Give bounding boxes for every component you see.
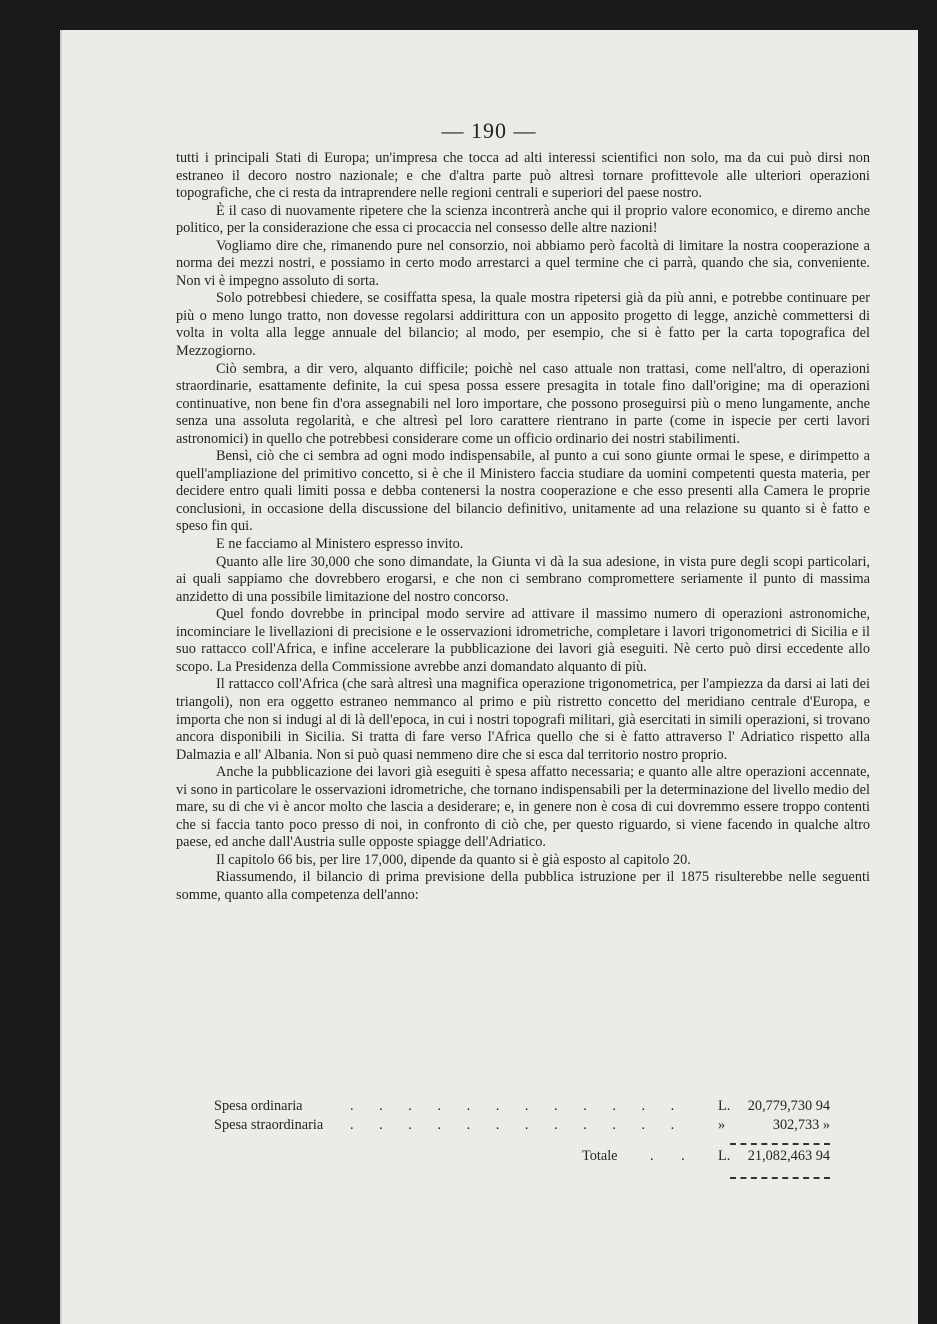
- paragraph: Riassumendo, il bilancio di prima previsione della pubblica istruzione per il 1875 risulterebbe nelle seguenti somme, quanto alla competenza dell'anno:: [176, 869, 870, 903]
- body-text: [176, 150, 870, 905]
- document-page: [60, 30, 918, 1324]
- paragraph: Anche la pubblicazione dei lavori già eseguiti è spesa affatto necessaria; e quanto alle altre operazioni accennate, vi sono in particolare le osservazioni idrometriche, che tornano indispensabili per la determinazione del livello medio del mare, su di che vi è ancor molto che lascia a desiderare; e, in genere non è cosa di cui dovremmo essere troppo contenti che si faccia tanto poco presso di noi, in confronto di ciò che, per questo riguardo, si viene facendo in qualche altro paese, ed anche dall'Austria sulle opposte spiagge dell'Adriatico.: [176, 764, 870, 851]
- total-label: Totale: [582, 1148, 618, 1164]
- summary-label: Spesa ordinaria: [214, 1098, 303, 1114]
- paragraph: Vogliamo dire che, rimanendo pure nel consorzio, noi abbiamo però facoltà di limitare la nostra cooperazione a norma dei mezzi nostri, e possiamo in certo modo arrestarci a quel termine che ci parrà, quando che sia, conveniente. Non vi è impegno assoluto di sorta.: [176, 237, 870, 289]
- page-number: — 190 —: [441, 118, 537, 143]
- leader-dots: . . . . . . . . . . . .: [350, 1098, 686, 1114]
- paragraph: E ne facciamo al Ministero espresso invito.: [216, 536, 464, 553]
- summary-amount: 20,779,730 94: [747, 1098, 830, 1114]
- paragraph: Bensì, ciò che ci sembra ad ogni modo indispensabile, al punto a cui sono giunte ormai le spese, e dirimpetto a quell'ampliazione del primitivo concetto, si è che il Ministero faccia studiare da uomini competenti questa materia, per decidere entro quali limiti possa e debba contenersi la nostra cooperazione e che esso presenti alla Camera le proprie conclusioni, in occasione della discussione del bilancio definitivo, unitamente ad una relazione su quanto si è fatto e speso fin qui.: [176, 448, 870, 535]
- total-amount: 21,082,463 94: [747, 1148, 830, 1164]
- currency-mark: »: [718, 1117, 726, 1133]
- paragraph: Quanto alle lire 30,000 che sono dimandate, la Giunta vi dà la sua adesione, in vista pure degli scopi particolari, ai quali sappiamo che dovrebbero erogarsi, e che non ci sembrano compromettere seriamente il punto di massima anzidetto di una possibile limitazione del nostro concorso.: [176, 553, 870, 605]
- total-rule: [730, 1177, 830, 1179]
- paragraph: Il capitolo 66 bis, per lire 17,000, dipende da quanto si è già esposto al capitolo 20.: [216, 851, 691, 868]
- paragraph: Quel fondo dovrebbe in principal modo servire ad attivare il massimo numero di operazioni astronomiche, incominciare le livellazioni di precisione e le osservazioni idrometriche, completare i lavori trigonometrici di Sicilia e il suo rattacco coll'Africa, e infine accelerare la pubblicazione dei lavori già eseguiti. Nè certo può dirsi eccedente allo scopo. La Presidenza della Commissione avrebbe anzi domandato alquanto di più.: [176, 606, 870, 675]
- sum-rule: [730, 1143, 830, 1145]
- paragraph: Solo potrebbesi chiedere, se cosiffatta spesa, la quale mostra ripetersi già da più anni, e potrebbe continuare per più o meno lungo tratto, non dovesse regolarsi addirittura con un apposito progetto di legge, anzichè commettersi di volta in volta alla legge annuale del bilancio; al modo, per esempio, che si è fatto per la carta topografica del Mezzogiorno.: [176, 290, 870, 360]
- currency-mark: L.: [718, 1098, 731, 1114]
- leader-dots: . . . . . . . . . . . .: [350, 1117, 686, 1133]
- summary-row: [176, 1116, 870, 1135]
- paragraph: È il caso di nuovamente ripetere che la scienza incontrerà anche qui il proprio valore economico, e diremo anche politico, per la considerazione che essa ci procaccia nel consesso delle altre nazioni!: [176, 202, 870, 237]
- budget-summary: [176, 1097, 870, 1167]
- summary-amount: 302,733 »: [772, 1117, 830, 1133]
- total-row: [176, 1147, 870, 1167]
- currency-mark: L.: [718, 1148, 731, 1164]
- paragraph: Il rattacco coll'Africa (che sarà altresì una magnifica operazione trigonometrica, per l'ampiezza da darsi ai lati dei triangoli), non era oggetto estraneo nemmanco al primo e più ristretto concetto del meridiano centrale d'Europa, e importa che non si indugi al di là dell'epoca, in cui i nostri topografi militari, già esercitati in simili operazioni, si trovano ancora disponibili in Sicilia. Si tratta di fare verso l'Africa quello che si è fatto attraverso l' Adriatico rispetto alla Dalmazia e all' Albania. Non si può quasi nemmeno dire che si esca dal territorio nostro proprio.: [176, 676, 870, 763]
- leader-dots: . .: [650, 1148, 697, 1164]
- paragraph: tutti i principali Stati di Europa; un'impresa che tocca ad alti interessi scientifici non solo, ma da cui può dirsi non estraneo il decoro nostro nazionale; e che d'altra parte può altresì tornare profittevole alle ulteriori operazioni topografiche, che ci resta da intraprendere nelle regioni centrali e superiori del paese nostro.: [176, 150, 870, 202]
- summary-label: Spesa straordinaria: [214, 1117, 324, 1133]
- paragraph: Ciò sembra, a dir vero, alquanto difficile; poichè nel caso attuale non trattasi, come nell'altro, di operazioni straordinarie, esattamente definite, la cui spesa possa essere presagita in totale fino dall'origine; ma di operazioni continuative, non bene fin d'ora assegnabili nel loro importare, che possono proseguirsi più o meno lungamente, anche senza una assoluta regolarità, e che altresì pel loro carattere rientrano in parte (come in ispecie per certi lavori astronomici) in quello che potrebbesi considerare come un officio ordinario dei nostri stabilimenti.: [176, 360, 870, 447]
- summary-row: [176, 1097, 870, 1116]
